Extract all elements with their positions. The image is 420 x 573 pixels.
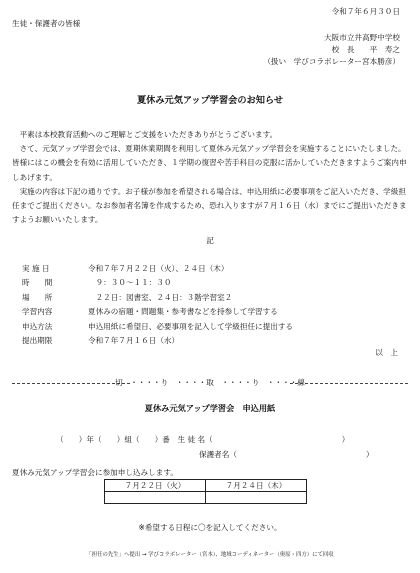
sender-school: 大阪市立井高野中学校: [324, 33, 400, 42]
issue-date: 令和７年６月３０日: [331, 7, 400, 16]
body-paragraph-greeting: 平素は本校教育活動へのご理解とご支援をいただきありがとうございます。: [12, 130, 278, 139]
detail-row-deadline: [22, 334, 293, 348]
body-paragraph-instructions: 実施の内容は下記の通りです。お子様が参加を希望される場合は、申込用紙に必要事項をご記入いただき、学級担任までご提出ください。なお参加者名簿を作成するため、恐れ入りますが７月１６日（水）までにご提出いただきますようお願いいたします。: [12, 186, 407, 225]
detail-row-method: [22, 320, 293, 334]
detail-row-content: [22, 305, 293, 319]
ijou-closing: 以 上: [375, 348, 398, 357]
addressee: 生徒・保護者の皆様: [12, 19, 81, 28]
ki-heading: 記: [206, 236, 214, 245]
mark-cell-22[interactable]: [105, 492, 206, 504]
detail-label: 場 所: [22, 292, 53, 302]
detail-row-place: [22, 291, 293, 305]
instruction-note: ※希望する日程に〇を記入してください。: [138, 523, 282, 532]
date-option-24: ７月２４日（木）: [206, 480, 307, 492]
student-info-field[interactable]: （ ）年（ ）組（ ）番 生 徒 名（ ）: [56, 435, 350, 444]
detail-label: 実 施 日: [22, 264, 50, 273]
document-title: 夏休み元気アップ学習会のお知らせ: [136, 95, 284, 106]
date-mark-row: [105, 492, 307, 504]
detail-value: ２２日：図書室、２４日：３階学習室２: [88, 292, 233, 302]
detail-row-date: [22, 262, 293, 276]
detail-value: ９：３０～１１：３０: [88, 278, 172, 288]
detail-label: 学習内容: [22, 307, 53, 317]
detail-value: 令和７年７月１６日（水）: [88, 336, 180, 346]
details-list: [22, 262, 293, 348]
footer-note: 「担任の先生」へ提出 → 学びコラボレーター（宮本）、地域コーディネーター（奥原・四方）にて回収: [86, 552, 334, 558]
sender-staff: （扱い 学びコラボレーター宮本勝彦）: [263, 57, 400, 66]
detail-value: 申込用紙に希望日、必要事項を記入して学級担任に提出する: [88, 321, 294, 331]
date-selection-table: [104, 479, 307, 504]
guardian-name-field[interactable]: 保護者名（ ）: [199, 450, 374, 459]
mark-cell-24[interactable]: [206, 492, 307, 504]
date-header-row: [105, 480, 307, 492]
cut-line-dash-right: [290, 383, 408, 384]
body-text: [12, 128, 412, 227]
sender-principal: 校 長 平 寿之: [331, 45, 400, 54]
body-paragraph-purpose: さて、元気アップ学習会では、夏期休業期間を利用して夏休み元気アップ学習会を実施することにいたしました。皆様にはこの機会を有効に活用していただき、１学期の復習や苦手科目の克服に活かしていただきますようご案内申しあげます。: [12, 144, 407, 182]
detail-label: 時 間: [22, 278, 53, 288]
cut-line: [12, 378, 408, 390]
sender-block: [263, 32, 400, 68]
form-title: 夏休み元気アップ学習会 申込用紙: [144, 403, 276, 413]
date-option-22: ７月２２日（火）: [105, 480, 206, 492]
detail-value: 令和７年７月２２日（火）、２４日（木）: [88, 264, 229, 273]
cut-line-label: 切 ・・・・り ・・・・取 ・・・・り ・・・・線: [115, 378, 305, 387]
detail-row-time: [22, 276, 293, 290]
application-statement: 夏休み元気アップ学習会に参加申し込みします。: [12, 468, 178, 477]
detail-label: 提出期限: [22, 336, 53, 346]
detail-value: 夏休みの宿題・問題集・参考書などを持参して学習する: [88, 307, 278, 317]
detail-label: 申込方法: [22, 321, 53, 331]
